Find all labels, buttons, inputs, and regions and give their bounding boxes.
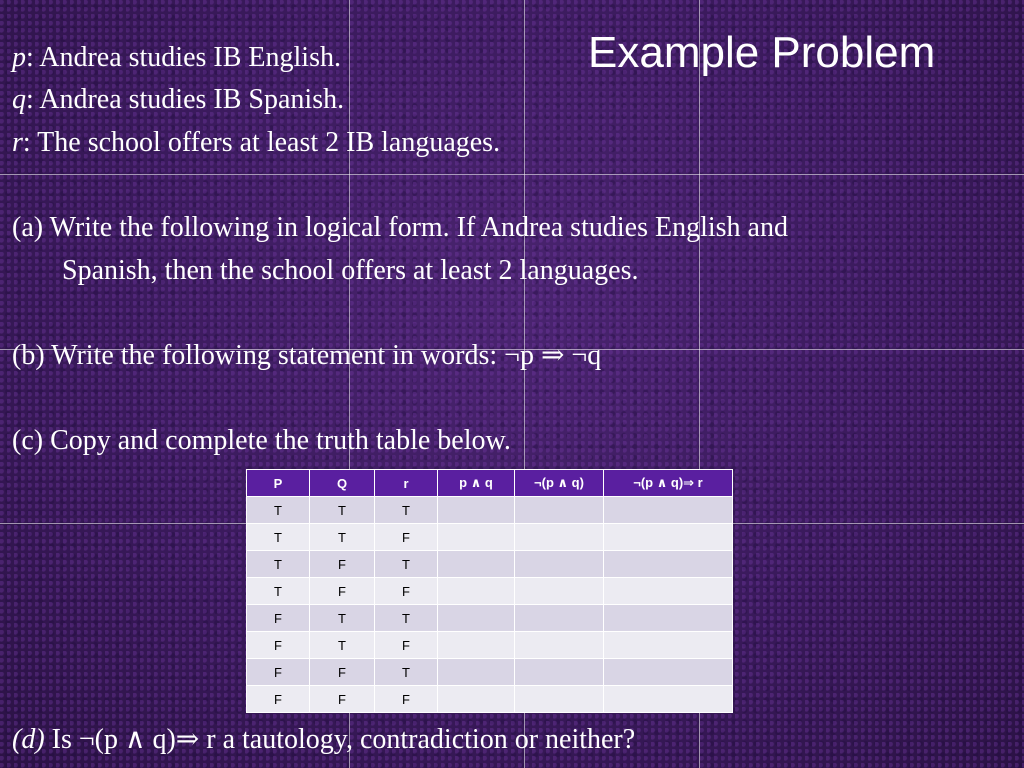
table-row [247,497,733,524]
table-cell[interactable] [438,659,515,686]
table-cell[interactable] [604,524,733,551]
table-row [247,524,733,551]
table-cell[interactable] [515,686,604,713]
table-cell[interactable] [515,659,604,686]
table-row [247,605,733,632]
header-q: Q [310,470,375,497]
table-cell[interactable] [515,632,604,659]
table-cell: F [375,632,438,659]
table-row [247,551,733,578]
table-row [247,686,733,713]
statement-q [12,83,344,117]
table-cell: T [247,497,310,524]
slide-title: Example Problem [588,28,936,77]
table-cell[interactable] [438,605,515,632]
table-cell[interactable] [604,497,733,524]
statement-r [12,126,500,160]
table-cell[interactable] [438,632,515,659]
header-p-and-q: p ∧ q [438,470,515,497]
table-cell[interactable] [604,578,733,605]
statement-var: q [12,84,26,115]
table-cell[interactable] [515,578,604,605]
table-cell[interactable] [438,551,515,578]
header-p: P [247,470,310,497]
statement-p [12,41,341,75]
truth-table [246,469,733,713]
table-cell: F [375,578,438,605]
table-cell: T [310,632,375,659]
grid-line [0,174,1024,175]
statement-var: r [12,127,23,158]
table-cell: T [310,605,375,632]
table-cell[interactable] [515,524,604,551]
table-cell: T [310,524,375,551]
table-cell: T [310,497,375,524]
table-cell[interactable] [604,551,733,578]
table-cell: F [247,659,310,686]
part-d-text: Is ¬(p ∧ q)⇒ r a tautology, contradiction or neither? [44,724,636,755]
table-cell[interactable] [438,686,515,713]
table-cell: F [247,605,310,632]
table-cell: F [310,659,375,686]
table-row [247,578,733,605]
table-cell: T [247,578,310,605]
part-a-line2: Spanish, then the school offers at least 2 languages. [62,255,639,286]
statement-text: : Andrea studies IB English. [26,42,341,73]
table-cell: F [375,524,438,551]
part-d-label: (d) [12,724,45,755]
table-cell[interactable] [604,686,733,713]
table-row [247,632,733,659]
table-cell: T [247,551,310,578]
table-cell[interactable] [515,551,604,578]
part-d [12,723,635,757]
table-cell[interactable] [515,605,604,632]
header-implication: ¬(p ∧ q)⇒ r [604,470,733,497]
table-cell: T [375,605,438,632]
table-cell[interactable] [604,605,733,632]
table-cell: F [310,578,375,605]
truth-table-header-row [247,470,733,497]
table-cell[interactable] [438,524,515,551]
table-cell: T [375,497,438,524]
table-cell[interactable] [604,659,733,686]
statement-text: : Andrea studies IB Spanish. [26,84,345,115]
part-b: (b) Write the following statement in words: ¬p ⇒ ¬q [12,340,602,371]
table-cell: T [375,551,438,578]
table-cell: T [375,659,438,686]
part-c: (c) Copy and complete the truth table below. [12,425,511,456]
table-cell[interactable] [515,497,604,524]
header-r: r [375,470,438,497]
table-cell[interactable] [604,632,733,659]
table-cell[interactable] [438,497,515,524]
statement-var: p [12,42,26,73]
table-row [247,659,733,686]
table-cell: F [375,686,438,713]
table-cell: T [247,524,310,551]
header-not-p-and-q: ¬(p ∧ q) [515,470,604,497]
table-cell[interactable] [438,578,515,605]
table-cell: F [310,551,375,578]
table-cell: F [310,686,375,713]
table-cell: F [247,686,310,713]
part-a-line1: (a) Write the following in logical form. If Andrea studies English and [12,212,788,243]
table-cell: F [247,632,310,659]
statement-text: : The school offers at least 2 IB languages. [22,127,501,158]
